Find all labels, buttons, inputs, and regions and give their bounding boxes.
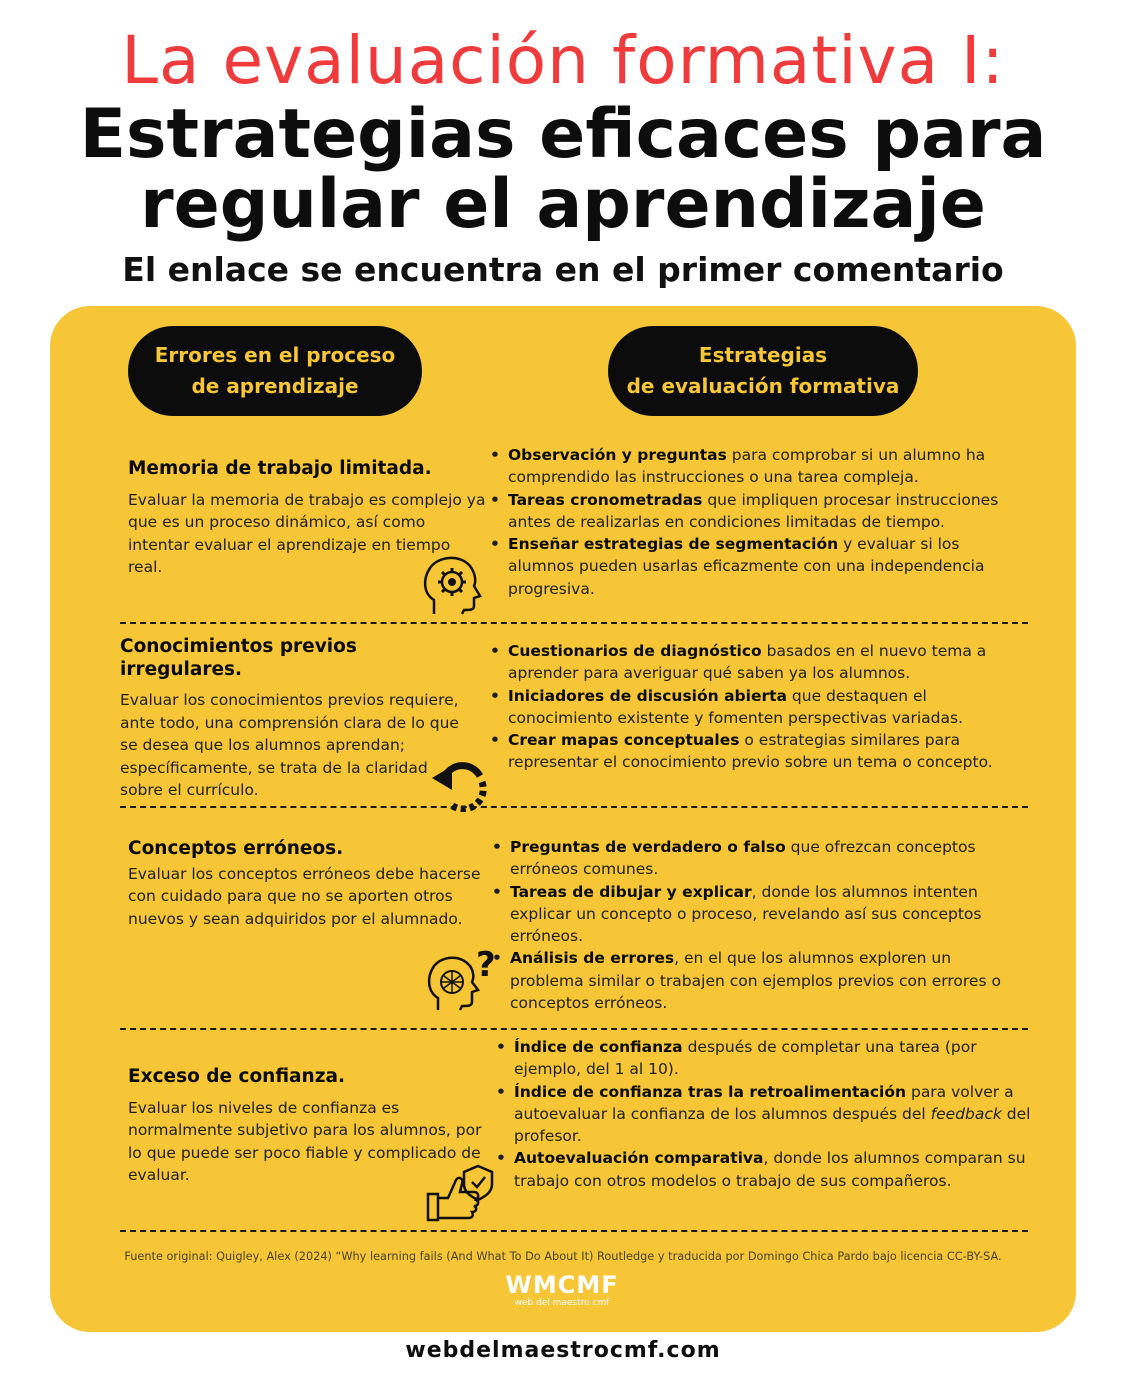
title-line-2 <box>0 95 1126 244</box>
header-errors-line1: Errores en el proceso <box>154 343 396 367</box>
subtitle: El enlace se encuentra en el primer comentario <box>122 250 1004 289</box>
list-item: • Iniciadores de discusión abierta que destaquen el conocimiento existente y fomenten perspectivas variadas. <box>490 685 1025 730</box>
list-item: • Observación y preguntas para comprobar si un alumno ha comprendido las instrucciones o una tarea compleja. <box>490 444 1025 489</box>
divider <box>120 1230 1028 1232</box>
divider <box>120 1028 1028 1030</box>
divider <box>120 622 1028 624</box>
row-3-text: Evaluar los conceptos erróneos debe hacerse con cuidado para que no se aporten otros nuevos y sean adquiridos por el alumnado. <box>128 864 481 928</box>
row-3-error <box>128 838 488 930</box>
row-2-strategies <box>490 640 1025 774</box>
header-errors <box>128 326 422 416</box>
list-item: • Enseñar estrategias de segmentación y evaluar si los alumnos pueden usarlas eficazmente con una independencia progresiva. <box>490 533 1025 600</box>
logo-tagline: web del maestro cmf <box>514 1298 610 1308</box>
header-strategies <box>608 326 918 416</box>
list-item: • Tareas de dibujar y explicar, donde los alumnos intenten explicar un concepto o proceso, revelando así sus conceptos erróneos. <box>492 881 1027 948</box>
brain-gear-icon <box>420 552 484 618</box>
list-item: • Cuestionarios de diagnóstico basados en el nuevo tema a aprender para averiguar qué saben ya los alumnos. <box>490 640 1025 685</box>
row-4-text: Evaluar los niveles de confianza es normalmente subjetivo para los alumnos, por lo que puede ser poco fiable y complicado de evaluar. <box>128 1098 482 1184</box>
content-panel <box>50 306 1076 1332</box>
head-network-question-icon <box>426 946 498 1014</box>
title-line-2b: regular el aprendizaje <box>140 165 986 244</box>
list-item: • Índice de confianza tras la retroalimentación para volver a autoevaluar la confianza de los alumnos después del feedback del profesor. <box>496 1081 1031 1148</box>
header-strategies-line2: de evaluación formativa <box>626 374 900 398</box>
row-3-strategies <box>492 836 1027 1014</box>
source-citation: Fuente original: Quigley, Alex (2024) “Why learning fails (And What To Do About It) Routledge y traducida por Domingo Chica Pardo bajo licencia CC-BY-SA. <box>124 1250 1002 1263</box>
row-1-text: Evaluar la memoria de trabajo es complejo ya que es un proceso dinámico, así como intentar evaluar el aprendizaje en tiempo real. <box>128 490 486 576</box>
list-item: • Crear mapas conceptuales o estrategias similares para representar el conocimiento previo sobre un tema o concepto. <box>490 729 1025 774</box>
list-item: • Autoevaluación comparativa, donde los alumnos comparan su trabajo con otros modelos o trabajo de sus compañeros. <box>496 1147 1031 1192</box>
row-1-strategies <box>490 444 1025 600</box>
wmcmf-logo <box>502 1272 622 1308</box>
row-2-error <box>120 636 470 802</box>
row-4-heading: Exceso de confianza. <box>128 1066 345 1087</box>
list-item: • Preguntas de verdadero o falso que ofrezcan conceptos erróneos comunes. <box>492 836 1027 881</box>
title-line-1: La evaluación formativa I: <box>121 22 1005 99</box>
list-item: • Índice de confianza después de completar una tarea (por ejemplo, del 1 al 10). <box>496 1036 1031 1081</box>
logo-wordmark: WMCMF <box>505 1271 619 1299</box>
header-errors-line2: de aprendizaje <box>191 374 359 398</box>
row-3-heading: Conceptos erróneos. <box>128 838 344 859</box>
row-1-heading: Memoria de trabajo limitada. <box>128 458 432 479</box>
row-4-strategies <box>496 1036 1031 1192</box>
title-line-2a: Estrategias eficaces para <box>79 95 1047 174</box>
header-strategies-line1: Estrategias <box>698 343 828 367</box>
row-2-text: Evaluar los conocimientos previos requiere, ante todo, una comprensión clara de lo que se desea que los alumnos aprendan; específicamente, se trata de la claridad sobre el currículo. <box>120 691 459 799</box>
row-2-heading: Conocimientos previos irregulares. <box>120 636 357 680</box>
divider <box>120 806 1028 808</box>
thumbs-up-shield-icon <box>426 1162 500 1224</box>
list-item: • Tareas cronometradas que impliquen procesar instrucciones antes de realizarlas en condiciones limitadas de tiempo. <box>490 489 1025 534</box>
list-item: • Análisis de errores, en el que los alumnos exploren un problema similar o trabajen con ejemplos previos con errores o conceptos erróneos. <box>492 947 1027 1014</box>
history-arrow-icon <box>430 756 490 812</box>
svg-text:?: ? <box>476 946 496 985</box>
website-link[interactable]: webdelmaestrocmf.com <box>405 1338 721 1363</box>
